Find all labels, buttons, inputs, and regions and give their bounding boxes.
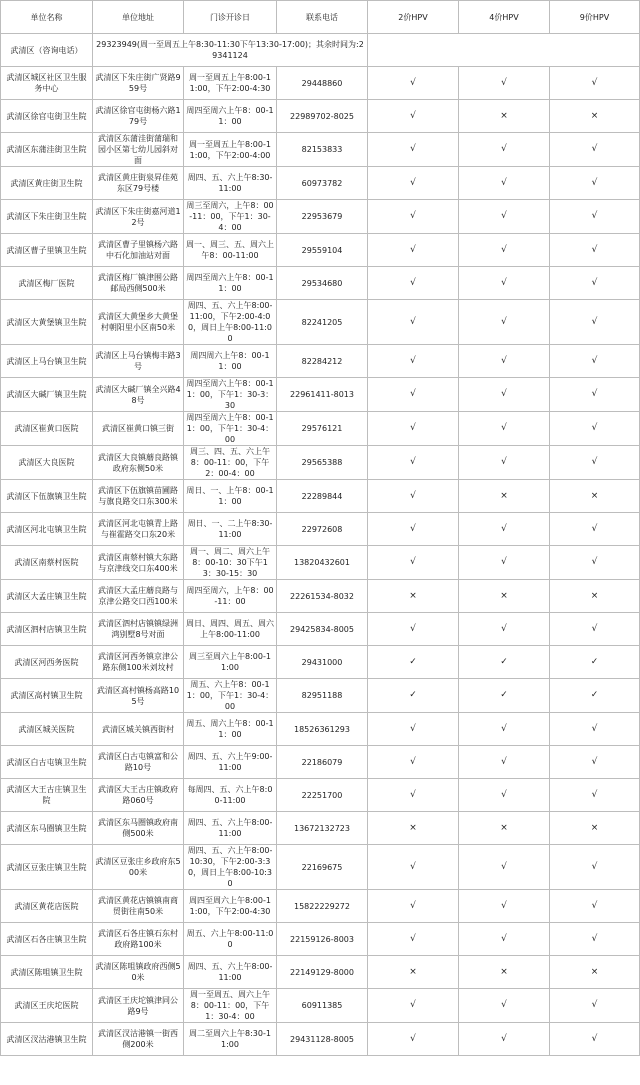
clinic-address: 武清区大黄堡乡大黄堡村朝阳里小区南50米 bbox=[93, 300, 184, 345]
hpv4-mark: √ bbox=[459, 378, 550, 412]
table-row bbox=[1, 378, 640, 412]
hpv4-mark: √ bbox=[459, 713, 550, 746]
hpv9-mark: √ bbox=[550, 300, 640, 345]
clinic-days: 周四至周六，上午8：00-11：00 bbox=[184, 580, 277, 613]
hpv9-mark: √ bbox=[550, 746, 640, 779]
header-2valent: 2价HPV bbox=[368, 1, 459, 34]
clinic-name: 武清区黄庄街卫生院 bbox=[1, 167, 93, 200]
clinic-phone: 29559104 bbox=[277, 234, 368, 267]
hpv2-mark: √ bbox=[368, 989, 459, 1023]
clinic-name: 武清区城区社区卫生服务中心 bbox=[1, 67, 93, 100]
hpv4-mark: √ bbox=[459, 513, 550, 546]
clinic-address: 武清区曹子里镇杨六路中石化加油站对面 bbox=[93, 234, 184, 267]
inquiry-name: 武清区（咨询电话） bbox=[1, 34, 93, 67]
clinic-days: 周四、五、六上午9:00-11:00 bbox=[184, 746, 277, 779]
hpv9-mark: √ bbox=[550, 845, 640, 890]
hpv9-mark: × bbox=[550, 100, 640, 133]
hpv9-mark: √ bbox=[550, 1023, 640, 1056]
clinic-address: 武清区徐官屯街杨六路179号 bbox=[93, 100, 184, 133]
clinic-phone: 22961411-8013 bbox=[277, 378, 368, 412]
clinic-address: 武清区石各庄镇石东村政府路100米 bbox=[93, 923, 184, 956]
clinic-name: 武清区高村镇卫生院 bbox=[1, 679, 93, 713]
clinic-phone: 22289844 bbox=[277, 480, 368, 513]
hpv9-mark: √ bbox=[550, 345, 640, 378]
clinic-phone: 82951188 bbox=[277, 679, 368, 713]
hpv2-mark: √ bbox=[368, 412, 459, 446]
clinic-days: 周日、一、上午8：00-11：00 bbox=[184, 480, 277, 513]
clinic-days: 周四、五、六上午8:00-10:30，下午2:00-3:30，周日上午8:00-10:30 bbox=[184, 845, 277, 890]
clinic-name: 武清区泗村店镇卫生院 bbox=[1, 613, 93, 646]
clinic-address: 武清区崔黄口镇三街 bbox=[93, 412, 184, 446]
clinic-address: 武清区大碱厂镇全兴路48号 bbox=[93, 378, 184, 412]
clinic-name: 武清区崔黄口医院 bbox=[1, 412, 93, 446]
clinic-name: 武清区大王古庄镇卫生院 bbox=[1, 779, 93, 812]
clinic-phone: 13672132723 bbox=[277, 812, 368, 845]
clinic-phone: 60911385 bbox=[277, 989, 368, 1023]
clinic-days: 周一、周三、五、周六上午8：00-11:00 bbox=[184, 234, 277, 267]
clinic-days: 周五、周六上午8：00-11：00 bbox=[184, 713, 277, 746]
hpv2-mark: ✓ bbox=[368, 646, 459, 679]
table-row bbox=[1, 580, 640, 613]
hpv9-mark: √ bbox=[550, 779, 640, 812]
table-row bbox=[1, 546, 640, 580]
hpv2-mark: × bbox=[368, 580, 459, 613]
clinic-name: 武清区东马圈镇卫生院 bbox=[1, 812, 93, 845]
hpv2-mark: √ bbox=[368, 746, 459, 779]
hpv9-mark: √ bbox=[550, 446, 640, 480]
table-row bbox=[1, 267, 640, 300]
clinic-address: 武清区下朱庄街广贤路959号 bbox=[93, 67, 184, 100]
clinic-phone: 82284212 bbox=[277, 345, 368, 378]
header-phone: 联系电话 bbox=[277, 1, 368, 34]
clinic-days: 周一至周五、周六上午8：00-11：00，下午1：30-4：00 bbox=[184, 989, 277, 1023]
hpv9-mark: √ bbox=[550, 989, 640, 1023]
clinic-name: 武清区大良医院 bbox=[1, 446, 93, 480]
clinic-phone: 22251700 bbox=[277, 779, 368, 812]
hpv2-mark: √ bbox=[368, 779, 459, 812]
clinic-days: 周三至周六上午8:00-11:00 bbox=[184, 646, 277, 679]
hpv4-mark: √ bbox=[459, 267, 550, 300]
clinic-phone: 22953679 bbox=[277, 200, 368, 234]
hpv9-mark: √ bbox=[550, 513, 640, 546]
hpv9-mark: √ bbox=[550, 67, 640, 100]
hpv4-mark: × bbox=[459, 580, 550, 613]
clinic-phone: 82241205 bbox=[277, 300, 368, 345]
table-row bbox=[1, 746, 640, 779]
inquiry-blank bbox=[368, 34, 640, 67]
hpv9-mark: × bbox=[550, 580, 640, 613]
clinic-days: 周四至周六上午8：00-11：00，下午1：30-3：30 bbox=[184, 378, 277, 412]
hpv4-mark: √ bbox=[459, 67, 550, 100]
table-row bbox=[1, 446, 640, 480]
hpv9-mark: √ bbox=[550, 267, 640, 300]
hpv9-mark: √ bbox=[550, 378, 640, 412]
table-row bbox=[1, 779, 640, 812]
table-row bbox=[1, 1023, 640, 1056]
table-row bbox=[1, 923, 640, 956]
hpv4-mark: √ bbox=[459, 446, 550, 480]
header-4valent: 4价HPV bbox=[459, 1, 550, 34]
clinic-days: 周二至周六上午8:30-11:00 bbox=[184, 1023, 277, 1056]
clinic-days: 周日、一、二上午8:30-11:00 bbox=[184, 513, 277, 546]
hpv2-mark: ✓ bbox=[368, 679, 459, 713]
clinic-phone: 22159126-8003 bbox=[277, 923, 368, 956]
hpv4-mark: √ bbox=[459, 167, 550, 200]
clinic-name: 武清区黄花店医院 bbox=[1, 890, 93, 923]
clinic-days: 周四至周六上午8：00-11：00 bbox=[184, 267, 277, 300]
clinic-address: 武清区南蔡村镇大东路与京津线交口东400米 bbox=[93, 546, 184, 580]
clinic-name: 武清区汊沽港镇卫生院 bbox=[1, 1023, 93, 1056]
hpv2-mark: √ bbox=[368, 234, 459, 267]
table-row bbox=[1, 200, 640, 234]
table-row bbox=[1, 167, 640, 200]
clinic-address: 武清区大王古庄镇政府路060号 bbox=[93, 779, 184, 812]
hpv4-mark: √ bbox=[459, 989, 550, 1023]
hpv4-mark: × bbox=[459, 956, 550, 989]
hpv2-mark: √ bbox=[368, 713, 459, 746]
clinic-name: 武清区陈咀镇卫生院 bbox=[1, 956, 93, 989]
clinic-days: 每周四、五、六上午8:00-11:00 bbox=[184, 779, 277, 812]
table-row bbox=[1, 345, 640, 378]
table-row bbox=[1, 300, 640, 345]
clinic-phone: 22186079 bbox=[277, 746, 368, 779]
clinic-name: 武清区曹子里镇卫生院 bbox=[1, 234, 93, 267]
clinic-phone: 29431128-8005 bbox=[277, 1023, 368, 1056]
clinic-phone: 29425834-8005 bbox=[277, 613, 368, 646]
clinic-days: 周四至周六上午8：00-11：00，下午1：30-4：00 bbox=[184, 412, 277, 446]
hpv9-mark: √ bbox=[550, 546, 640, 580]
inquiry-row bbox=[1, 34, 640, 67]
hpv4-mark: × bbox=[459, 812, 550, 845]
table-row bbox=[1, 412, 640, 446]
hpv2-mark: √ bbox=[368, 923, 459, 956]
clinic-days: 周三至周六，上午8：00-11：00，下午1：30-4：00 bbox=[184, 200, 277, 234]
hpv4-mark: √ bbox=[459, 133, 550, 167]
hpv9-mark: √ bbox=[550, 890, 640, 923]
clinic-phone: 15822229272 bbox=[277, 890, 368, 923]
clinic-name: 武清区城关医院 bbox=[1, 713, 93, 746]
hpv9-mark: × bbox=[550, 956, 640, 989]
clinic-phone: 29431000 bbox=[277, 646, 368, 679]
hpv9-mark: √ bbox=[550, 412, 640, 446]
clinic-phone: 22169675 bbox=[277, 845, 368, 890]
header-9valent: 9价HPV bbox=[550, 1, 640, 34]
hpv2-mark: √ bbox=[368, 546, 459, 580]
hpv4-mark: ✓ bbox=[459, 646, 550, 679]
hpv9-mark: √ bbox=[550, 713, 640, 746]
table-row bbox=[1, 613, 640, 646]
clinic-name: 武清区徐官屯街卫生院 bbox=[1, 100, 93, 133]
clinic-address: 武清区河西务镇京津公路东侧100米刘坟村 bbox=[93, 646, 184, 679]
clinic-name: 武清区梅厂医院 bbox=[1, 267, 93, 300]
clinic-days: 周一、周二、周六上午8：00-10：30下午13：30-15：30 bbox=[184, 546, 277, 580]
hpv2-mark: √ bbox=[368, 100, 459, 133]
hpv9-mark: √ bbox=[550, 200, 640, 234]
table-row bbox=[1, 513, 640, 546]
hpv4-mark: √ bbox=[459, 234, 550, 267]
hpv4-mark: √ bbox=[459, 546, 550, 580]
clinic-days: 周一至周五上午8:00-11:00，下午2:00-4:30 bbox=[184, 67, 277, 100]
clinic-address: 武清区大孟庄蘑良路与京津公路交口西100米 bbox=[93, 580, 184, 613]
table-row bbox=[1, 713, 640, 746]
clinic-phone: 13820432601 bbox=[277, 546, 368, 580]
hpv9-mark: × bbox=[550, 812, 640, 845]
hpv2-mark: √ bbox=[368, 345, 459, 378]
hpv9-mark: √ bbox=[550, 923, 640, 956]
clinic-phone: 22149129-8000 bbox=[277, 956, 368, 989]
hpv2-mark: √ bbox=[368, 67, 459, 100]
clinic-days: 周一至周五上午8:00-11:00，下午2:00-4:00 bbox=[184, 133, 277, 167]
clinic-days: 周四至周六上午8：00-11：00 bbox=[184, 100, 277, 133]
clinic-address: 武清区陈咀镇政府西侧50米 bbox=[93, 956, 184, 989]
hpv4-mark: √ bbox=[459, 746, 550, 779]
table-row bbox=[1, 133, 640, 167]
clinic-address: 武清区大良镇蘑良路镇政府东侧50米 bbox=[93, 446, 184, 480]
hpv9-mark: ✓ bbox=[550, 679, 640, 713]
clinic-address: 武清区下伍旗镇苗圃路与旗良路交口东300米 bbox=[93, 480, 184, 513]
clinic-days: 周四、五、六上午8:00-11:00，下午2:00-4:00，周日上午8:00-11:00 bbox=[184, 300, 277, 345]
clinic-phone: 29565388 bbox=[277, 446, 368, 480]
clinic-phone: 29576121 bbox=[277, 412, 368, 446]
hpv4-mark: √ bbox=[459, 890, 550, 923]
clinic-name: 武清区豆张庄镇卫生院 bbox=[1, 845, 93, 890]
hpv4-mark: ✓ bbox=[459, 679, 550, 713]
hpv9-mark: √ bbox=[550, 613, 640, 646]
hpv2-mark: √ bbox=[368, 890, 459, 923]
clinic-name: 武清区白古屯镇卫生院 bbox=[1, 746, 93, 779]
clinic-address: 武清区泗村店镇镇绿洲鸿别墅8号对面 bbox=[93, 613, 184, 646]
clinic-phone: 18526361293 bbox=[277, 713, 368, 746]
hpv4-mark: √ bbox=[459, 200, 550, 234]
hpv2-mark: √ bbox=[368, 167, 459, 200]
clinic-name: 武清区南蔡村医院 bbox=[1, 546, 93, 580]
hpv4-mark: √ bbox=[459, 613, 550, 646]
clinic-name: 武清区河西务医院 bbox=[1, 646, 93, 679]
clinic-address: 武清区豆张庄乡政府东500米 bbox=[93, 845, 184, 890]
hpv9-mark: ✓ bbox=[550, 646, 640, 679]
clinic-address: 武清区汊沽港镇一街西侧200米 bbox=[93, 1023, 184, 1056]
hpv2-mark: √ bbox=[368, 613, 459, 646]
clinic-phone: 29448860 bbox=[277, 67, 368, 100]
clinic-address: 武清区梅厂镇津围公路邮局西侧500米 bbox=[93, 267, 184, 300]
table-row bbox=[1, 845, 640, 890]
hpv2-mark: √ bbox=[368, 480, 459, 513]
clinic-name: 武清区大黄堡镇卫生院 bbox=[1, 300, 93, 345]
table-row bbox=[1, 679, 640, 713]
hpv4-mark: √ bbox=[459, 779, 550, 812]
clinic-name: 武清区大碱厂镇卫生院 bbox=[1, 378, 93, 412]
hpv4-mark: × bbox=[459, 480, 550, 513]
hpv9-mark: √ bbox=[550, 234, 640, 267]
clinic-name: 武清区河北屯镇卫生院 bbox=[1, 513, 93, 546]
table-row bbox=[1, 989, 640, 1023]
clinic-address: 武清区城关镇西街村 bbox=[93, 713, 184, 746]
hpv2-mark: √ bbox=[368, 267, 459, 300]
hpv2-mark: √ bbox=[368, 845, 459, 890]
clinic-address: 武清区东马圈镇政府南侧500米 bbox=[93, 812, 184, 845]
clinic-name: 武清区东蒲洼街卫生院 bbox=[1, 133, 93, 167]
table-row bbox=[1, 67, 640, 100]
hpv4-mark: √ bbox=[459, 300, 550, 345]
hpv2-mark: × bbox=[368, 956, 459, 989]
hpv9-mark: × bbox=[550, 480, 640, 513]
hpv4-mark: √ bbox=[459, 845, 550, 890]
hpv2-mark: √ bbox=[368, 378, 459, 412]
table-row bbox=[1, 646, 640, 679]
table-row bbox=[1, 480, 640, 513]
hpv4-mark: √ bbox=[459, 412, 550, 446]
table-row bbox=[1, 812, 640, 845]
clinic-name: 武清区上马台镇卫生院 bbox=[1, 345, 93, 378]
clinic-address: 武清区河北屯镇青上路与崔霍路交口东20米 bbox=[93, 513, 184, 546]
clinic-days: 周日、周四、周五、周六上午8:00-11:00 bbox=[184, 613, 277, 646]
hpv4-mark: × bbox=[459, 100, 550, 133]
clinic-days: 周五、六上午8：00-11：00，下午1：30-4：00 bbox=[184, 679, 277, 713]
clinic-phone: 60973782 bbox=[277, 167, 368, 200]
clinic-address: 武清区下朱庄街嘉河道12号 bbox=[93, 200, 184, 234]
clinic-phone: 82153833 bbox=[277, 133, 368, 167]
clinic-name: 武清区下伍旗镇卫生院 bbox=[1, 480, 93, 513]
clinic-address: 武清区高村镇杨高路105号 bbox=[93, 679, 184, 713]
hpv2-mark: √ bbox=[368, 446, 459, 480]
clinic-address: 武清区白古屯镇富和公路10号 bbox=[93, 746, 184, 779]
clinic-name: 武清区石各庄镇卫生院 bbox=[1, 923, 93, 956]
header-days: 门诊开诊日 bbox=[184, 1, 277, 34]
header-name: 单位名称 bbox=[1, 1, 93, 34]
hpv2-mark: √ bbox=[368, 513, 459, 546]
hpv2-mark: √ bbox=[368, 1023, 459, 1056]
clinic-address: 武清区东蒲洼街蒲瑞和园小区第七幼儿园斜对面 bbox=[93, 133, 184, 167]
clinic-name: 武清区下朱庄街卫生院 bbox=[1, 200, 93, 234]
hpv2-mark: √ bbox=[368, 300, 459, 345]
clinic-days: 周四至周六上午8:00-11:00，下午2:00-4:30 bbox=[184, 890, 277, 923]
hpv4-mark: √ bbox=[459, 923, 550, 956]
hpv9-mark: √ bbox=[550, 167, 640, 200]
inquiry-text: 29323949(周一至周五上午8:30-11:30下午13:30-17:00)；其余时间为:29341124 bbox=[93, 34, 368, 67]
table-row bbox=[1, 956, 640, 989]
clinic-days: 周四周六上午8：00-11：00 bbox=[184, 345, 277, 378]
clinic-name: 武清区王庆坨医院 bbox=[1, 989, 93, 1023]
clinic-phone: 29534680 bbox=[277, 267, 368, 300]
table-row bbox=[1, 100, 640, 133]
clinic-days: 周四、五、六上午8:00-11:00 bbox=[184, 812, 277, 845]
clinic-phone: 22989702-8025 bbox=[277, 100, 368, 133]
hpv4-mark: √ bbox=[459, 1023, 550, 1056]
clinic-address: 武清区王庆坨镇津同公路9号 bbox=[93, 989, 184, 1023]
clinic-days: 周四、五、六上午8:00-11:00 bbox=[184, 956, 277, 989]
clinic-address: 武清区黄庄街泉昇佳苑东区79号楼 bbox=[93, 167, 184, 200]
clinic-name: 武清区大孟庄镇卫生院 bbox=[1, 580, 93, 613]
table-row bbox=[1, 890, 640, 923]
clinic-phone: 22261534-8032 bbox=[277, 580, 368, 613]
clinic-days: 周三、四、五、六上午8：00-11：00，下午2：00-4：00 bbox=[184, 446, 277, 480]
table-row bbox=[1, 234, 640, 267]
header-row bbox=[1, 1, 640, 34]
hpv2-mark: √ bbox=[368, 133, 459, 167]
clinic-address: 武清区黄花店镇镇南商贸街往南50米 bbox=[93, 890, 184, 923]
clinic-phone: 22972608 bbox=[277, 513, 368, 546]
header-address: 单位地址 bbox=[93, 1, 184, 34]
hpv2-mark: × bbox=[368, 812, 459, 845]
hpv4-mark: √ bbox=[459, 345, 550, 378]
clinic-days: 周四、五、六上午8:30-11:00 bbox=[184, 167, 277, 200]
hpv9-mark: √ bbox=[550, 133, 640, 167]
clinic-address: 武清区上马台镇梅丰路3号 bbox=[93, 345, 184, 378]
clinic-days: 周五、六上午8:00-11:00 bbox=[184, 923, 277, 956]
hpv2-mark: √ bbox=[368, 200, 459, 234]
